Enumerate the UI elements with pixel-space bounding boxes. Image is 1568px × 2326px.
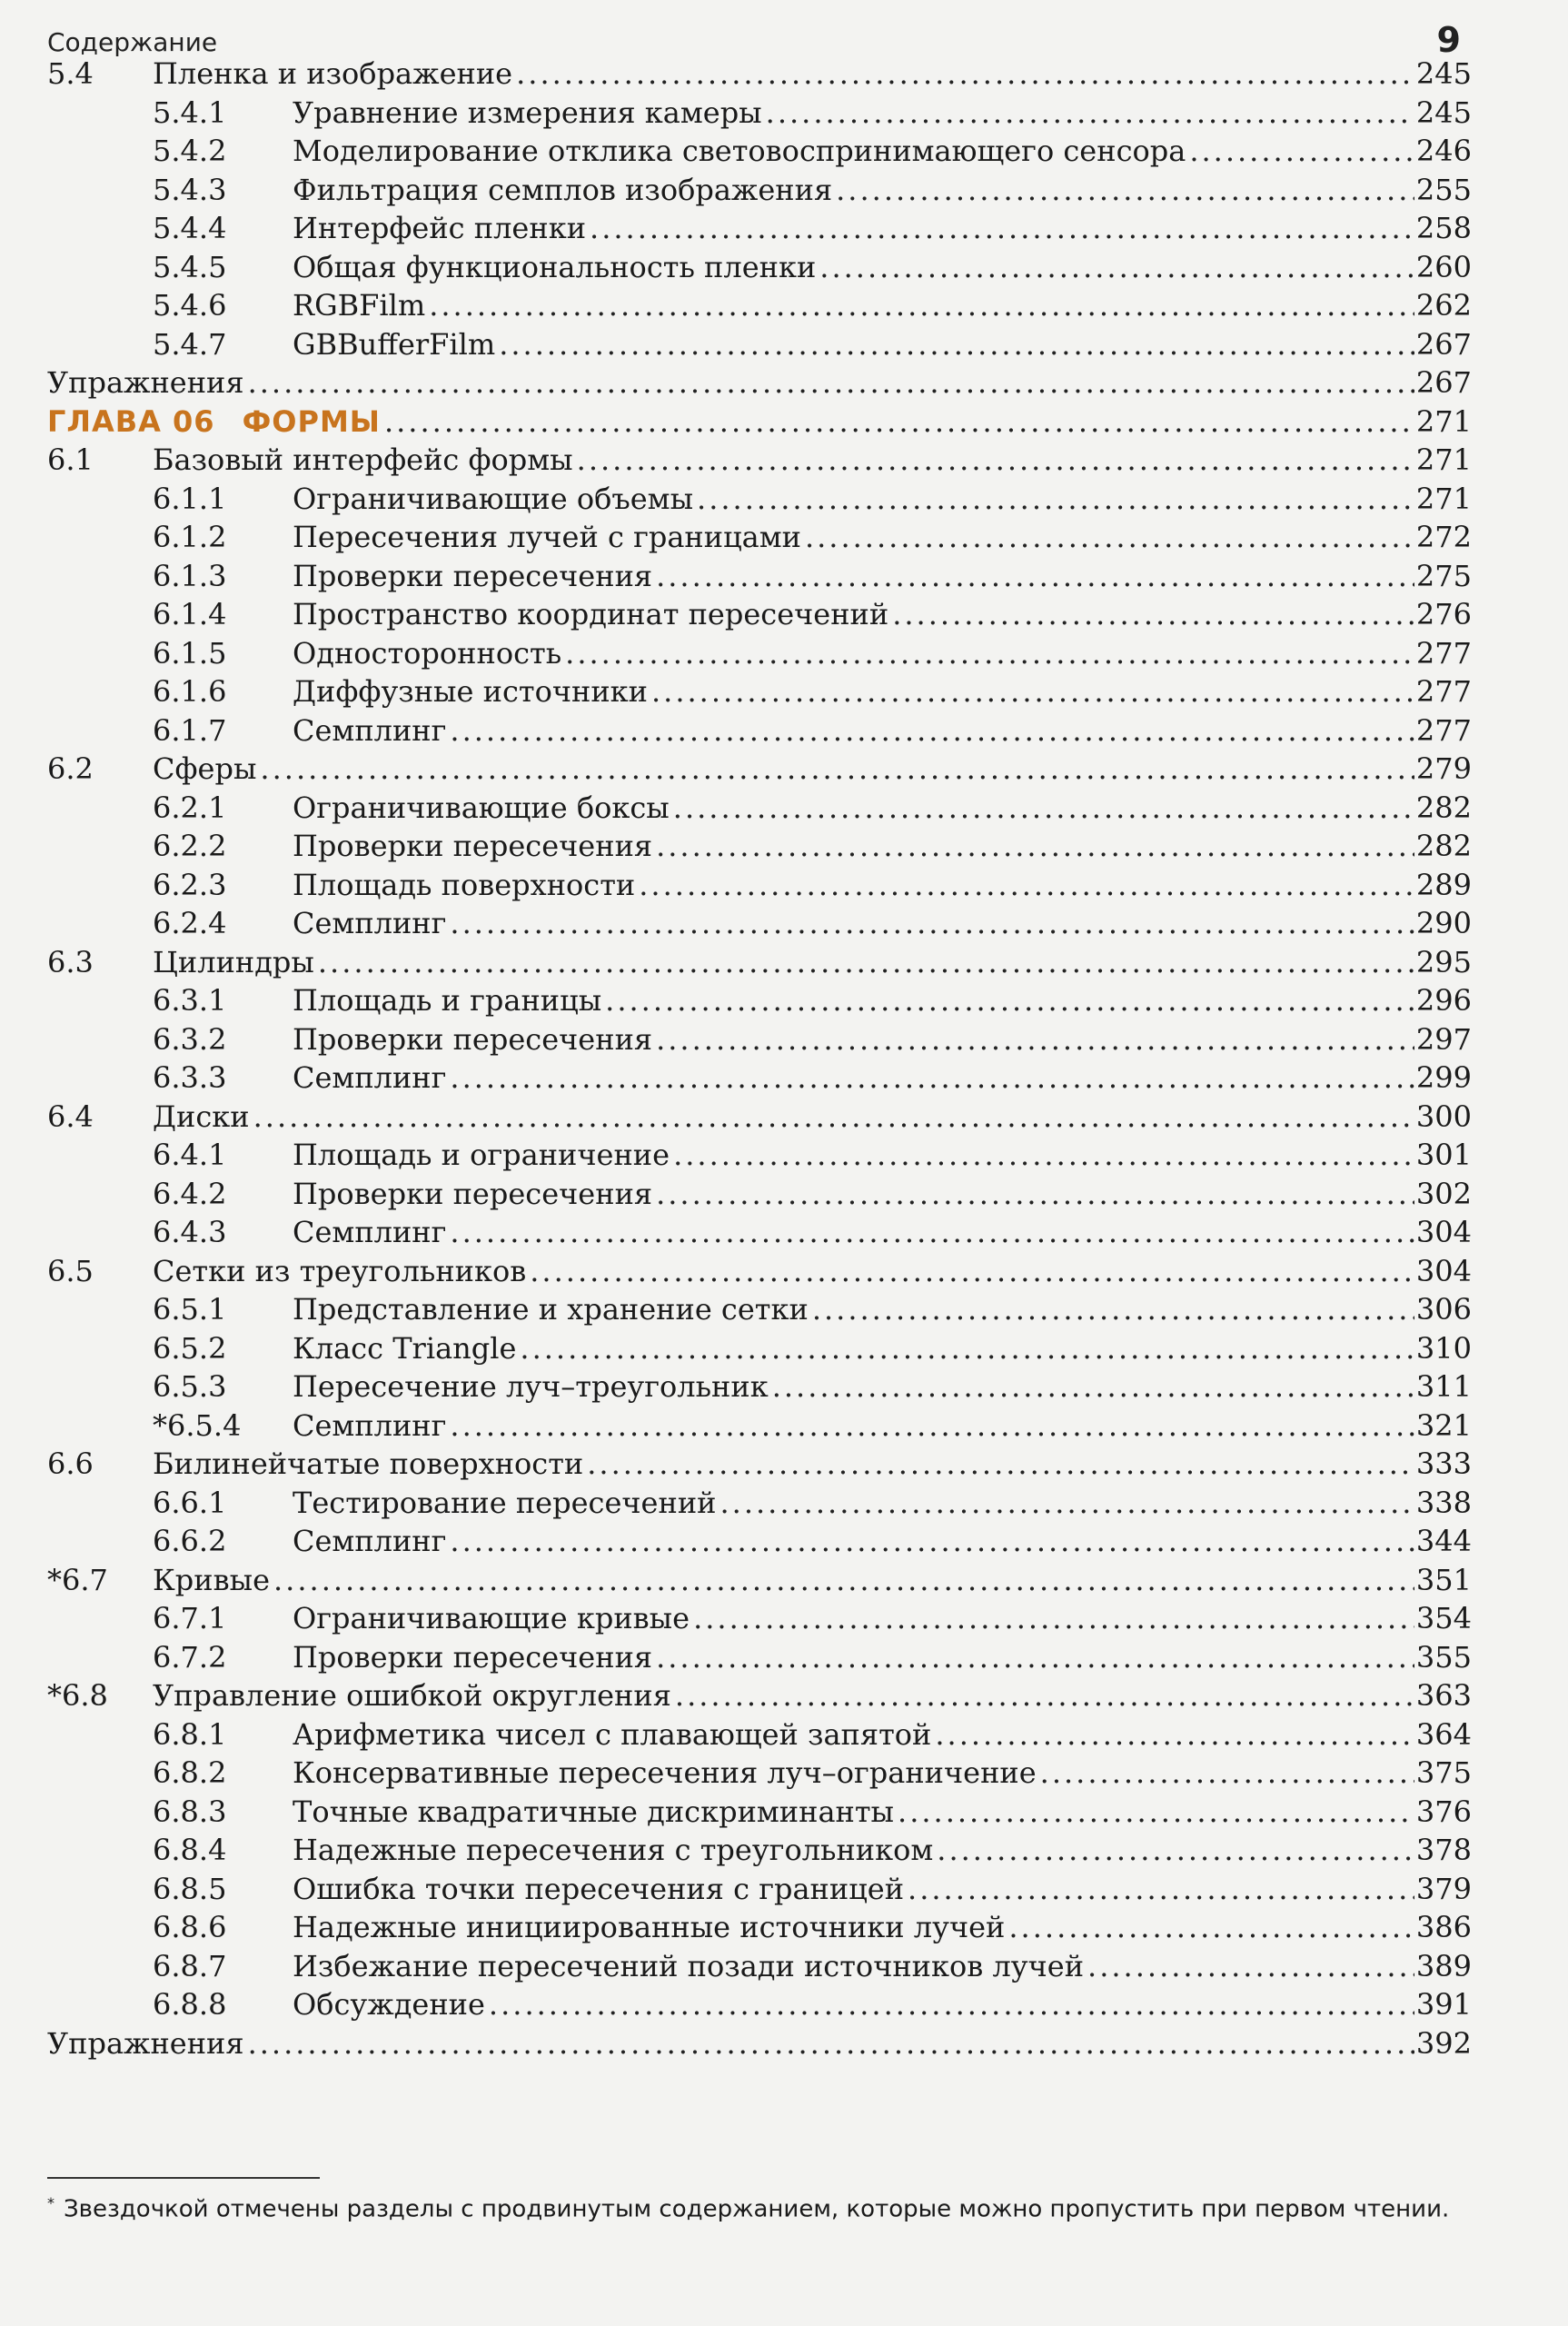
toc-leader-dots <box>656 1638 1414 1676</box>
toc-page-number: 379 <box>1415 1871 1472 1906</box>
toc-section-title: Ограничивающие кривые <box>293 1601 690 1635</box>
toc-leader-dots <box>450 1213 1414 1251</box>
toc-page-number: 279 <box>1415 751 1472 786</box>
toc-section-title: Обсуждение <box>293 1987 485 2022</box>
toc-row[interactable] <box>0 1985 1568 2023</box>
toc-leader-dots <box>908 1870 1414 1908</box>
toc-leader-dots <box>520 1329 1414 1367</box>
toc-row[interactable] <box>0 595 1568 633</box>
toc-page-number: 321 <box>1415 1407 1472 1443</box>
toc-section-number: 6.1.3 <box>153 558 227 593</box>
toc-section-title: Билинейчатые поверхности <box>153 1446 584 1481</box>
toc-section-number: 5.4.6 <box>153 288 227 323</box>
toc-chapter-number: ГЛАВА 06 <box>47 403 215 439</box>
toc-section-title: Интерфейс пленки <box>293 211 587 245</box>
toc-section-number: 6.8.4 <box>153 1833 227 1867</box>
toc-leader-dots <box>772 1367 1414 1406</box>
toc-leader-dots <box>1189 132 1414 170</box>
toc-row[interactable] <box>0 1638 1568 1676</box>
toc-row[interactable] <box>0 981 1568 1019</box>
page-number: 9 <box>1436 20 1461 60</box>
toc-section-number: 6.2.4 <box>153 906 227 940</box>
toc-section-number: 6.8.3 <box>153 1794 227 1829</box>
toc-leader-dots <box>697 480 1414 518</box>
toc-section-title: Проверки пересечения <box>293 1021 653 1057</box>
toc-page-number: 295 <box>1415 944 1472 979</box>
toc-page-number: 389 <box>1415 1948 1472 1983</box>
toc-section-title: Упражнения <box>47 365 244 400</box>
toc-leader-dots <box>499 325 1414 363</box>
toc-page-number: 344 <box>1415 1524 1472 1558</box>
toc-page-number: 289 <box>1415 867 1472 902</box>
toc-section-number: 5.4.7 <box>153 326 227 362</box>
toc-leader-dots <box>248 2024 1414 2063</box>
toc-page-number: 375 <box>1415 1755 1472 1790</box>
toc-leader-dots <box>656 827 1414 865</box>
toc-row[interactable] <box>0 1445 1568 1483</box>
toc-row[interactable] <box>0 789 1568 827</box>
toc-row[interactable] <box>0 55 1568 93</box>
toc-section-number: 6.8.8 <box>153 1987 227 2022</box>
toc-section-title: Площадь и ограничение <box>293 1138 670 1172</box>
toc-row[interactable] <box>0 480 1568 518</box>
toc-leader-dots <box>1040 1754 1414 1792</box>
toc-row[interactable] <box>0 1715 1568 1754</box>
toc-section-title: Класс Triangle <box>293 1330 517 1366</box>
toc-row[interactable] <box>0 1329 1568 1367</box>
toc-leader-dots <box>719 1484 1414 1522</box>
toc-section-title: Ошибка точки пересечения с границей <box>293 1871 905 1906</box>
toc-leader-dots <box>836 171 1414 209</box>
toc-leader-dots <box>892 595 1414 633</box>
toc-section-number: 6.5.1 <box>153 1292 227 1327</box>
toc-leader-dots <box>450 1407 1414 1445</box>
toc-chapter-label <box>47 403 384 441</box>
toc-section-number: 6.3.3 <box>153 1060 227 1095</box>
toc-section-number: 6.8.2 <box>153 1755 227 1790</box>
toc-row[interactable] <box>0 1484 1568 1522</box>
toc-section-number: 6.8.5 <box>153 1871 227 1906</box>
toc-page-number: 301 <box>1415 1138 1472 1172</box>
toc-row[interactable] <box>0 248 1568 286</box>
toc-leader-dots <box>530 1252 1414 1290</box>
toc-section-number: 6.1.1 <box>153 481 227 516</box>
toc-section-title: Упражнения <box>47 2025 244 2061</box>
toc-section-title: RGBFilm <box>293 288 426 323</box>
toc-section-title: Односторонность <box>293 635 562 671</box>
toc-section-title: Пленка и изображение <box>153 56 513 91</box>
toc-page-number: 376 <box>1415 1794 1472 1829</box>
toc-section-number: *6.7 <box>47 1562 108 1597</box>
toc-leader-dots <box>935 1715 1414 1754</box>
toc-row[interactable] <box>0 209 1568 247</box>
toc-page-number: 304 <box>1415 1253 1472 1288</box>
toc-page-number: 260 <box>1415 249 1472 284</box>
toc-section-title: Семплинг <box>293 712 447 748</box>
toc-section-number: 5.4.5 <box>153 249 227 284</box>
toc-section-number: 6.5.2 <box>153 1330 227 1366</box>
toc-row[interactable] <box>0 1754 1568 1792</box>
toc-section-title: Семплинг <box>293 1060 447 1095</box>
toc-page-number: 277 <box>1415 674 1472 709</box>
toc-section-title: Пространство координат пересечений <box>293 597 889 631</box>
toc-page-number: 267 <box>1415 326 1472 362</box>
toc-section-title: Семплинг <box>293 1215 447 1249</box>
toc-leader-dots <box>429 286 1414 324</box>
running-header-title: Содержание <box>47 27 218 57</box>
toc-page-number: 311 <box>1415 1369 1472 1404</box>
toc-row[interactable] <box>0 1676 1568 1715</box>
toc-section-number: 6.1.6 <box>153 674 227 709</box>
footnote <box>47 2186 1474 2227</box>
toc-leader-dots <box>812 1290 1414 1328</box>
toc-leader-dots <box>656 557 1414 595</box>
toc-page-number: 378 <box>1415 1833 1472 1867</box>
toc-section-title: Управление ошибкой округления <box>153 1678 671 1713</box>
footnote-divider <box>47 2177 320 2179</box>
toc-leader-dots <box>605 981 1414 1019</box>
toc-row[interactable] <box>0 1831 1568 1869</box>
toc-page-number: 333 <box>1415 1446 1472 1481</box>
toc-page-number: 272 <box>1415 520 1472 554</box>
toc-section-number: 5.4.4 <box>153 211 227 245</box>
toc-section-number: 6.5 <box>47 1253 94 1288</box>
toc-section-title: Уравнение измерения камеры <box>293 94 762 130</box>
toc-leader-dots <box>673 789 1414 827</box>
toc-leader-dots <box>656 1175 1414 1213</box>
toc-section-number: 6.7.1 <box>153 1601 227 1635</box>
toc-row[interactable] <box>0 750 1568 788</box>
toc-row[interactable] <box>0 1407 1568 1445</box>
toc-row[interactable] <box>0 94 1568 132</box>
toc-leader-dots <box>651 672 1414 711</box>
toc-leader-dots <box>673 1136 1414 1174</box>
toc-row[interactable] <box>0 518 1568 556</box>
toc-page-number: 354 <box>1415 1601 1472 1635</box>
toc-leader-dots <box>805 518 1414 556</box>
toc-row[interactable] <box>0 171 1568 209</box>
footnote-text: Звездочкой отмечены разделы с продвинутым содержанием, которые можно пропустить при первом чтении. <box>64 2195 1450 2223</box>
toc-section-title: Надежные пересечения с треугольником <box>293 1833 934 1867</box>
toc-section-number: 6.8.6 <box>153 1910 227 1944</box>
toc-page-number: 282 <box>1415 790 1472 825</box>
toc-page-number: 262 <box>1415 288 1472 323</box>
toc-page-number: 363 <box>1415 1678 1472 1713</box>
toc-leader-dots <box>253 1098 1414 1136</box>
toc-leader-dots <box>489 1985 1414 2023</box>
toc-row[interactable] <box>0 1908 1568 1946</box>
toc-page-number: 351 <box>1415 1562 1472 1597</box>
toc-section-number: 6.6.1 <box>153 1485 227 1520</box>
toc-page-number: 258 <box>1415 211 1472 245</box>
toc-page-number: 276 <box>1415 597 1472 631</box>
toc-section-title: Диски <box>153 1098 250 1134</box>
toc-leader-dots <box>693 1599 1414 1637</box>
toc-leader-dots <box>577 441 1414 479</box>
toc-row[interactable] <box>0 286 1568 324</box>
toc-row[interactable] <box>0 1561 1568 1599</box>
toc-leader-dots <box>639 866 1414 904</box>
toc-section-number: 6.6 <box>47 1446 94 1481</box>
footnote-mark: * <box>47 2194 55 2212</box>
toc-section-title: Избежание пересечений позади источников лучей <box>293 1948 1085 1983</box>
toc-row[interactable] <box>0 634 1568 672</box>
toc-leader-dots <box>937 1831 1414 1869</box>
toc-leader-dots <box>1087 1947 1414 1985</box>
toc-section-title: Проверки пересечения <box>293 829 653 863</box>
toc-row[interactable] <box>0 1793 1568 1831</box>
toc-section-title: Базовый интерфейс формы <box>153 442 573 477</box>
toc-section-number: *6.8 <box>47 1678 108 1713</box>
toc-section-title: Площадь и границы <box>293 983 602 1018</box>
toc-row[interactable] <box>0 557 1568 595</box>
toc-section-number: 6.1 <box>47 442 94 477</box>
toc-section-title: Сферы <box>153 751 257 786</box>
toc-row[interactable] <box>0 132 1568 170</box>
toc-row[interactable] <box>0 1870 1568 1908</box>
toc-leader-dots <box>248 363 1414 402</box>
toc-leader-dots <box>819 248 1414 286</box>
toc-page-number: 255 <box>1415 172 1472 207</box>
toc-page-number: 267 <box>1415 365 1472 400</box>
toc-section-title: Проверки пересечения <box>293 558 653 593</box>
toc-leader-dots <box>656 1020 1414 1059</box>
toc-section-number: 5.4.3 <box>153 172 227 207</box>
toc-leader-dots <box>450 904 1414 942</box>
toc-section-title: Пересечение луч–треугольник <box>293 1369 769 1404</box>
toc-leader-dots <box>450 1059 1414 1097</box>
toc-leader-dots <box>766 94 1414 132</box>
toc-leader-dots <box>675 1676 1414 1715</box>
toc-page-number: 338 <box>1415 1485 1472 1520</box>
toc-section-number: 6.2.3 <box>153 867 227 902</box>
toc-page-number: 304 <box>1415 1215 1472 1249</box>
toc-section-title: Надежные инициированные источники лучей <box>293 1910 1006 1944</box>
toc-page-number: 306 <box>1415 1292 1472 1327</box>
toc-row[interactable] <box>0 1098 1568 1136</box>
toc-section-number: 6.6.2 <box>153 1524 227 1558</box>
toc-page-number: 300 <box>1415 1098 1472 1134</box>
toc-section-title: Точные квадратичные дискриминанты <box>293 1794 895 1829</box>
toc-row[interactable] <box>0 1213 1568 1251</box>
toc-section-number: 6.1.4 <box>153 597 227 631</box>
toc-row[interactable] <box>0 827 1568 865</box>
toc-section-title: Пересечения лучей с границами <box>293 520 801 554</box>
toc-section-number: 6.2.2 <box>153 829 227 863</box>
toc-page-number: 355 <box>1415 1639 1472 1675</box>
toc-leader-dots <box>318 943 1414 981</box>
toc-page-number: 386 <box>1415 1910 1472 1944</box>
toc-section-title: Тестирование пересечений <box>293 1485 717 1520</box>
toc-row[interactable] <box>0 943 1568 981</box>
toc-page-number: 299 <box>1415 1060 1472 1095</box>
toc-section-title: Семплинг <box>293 906 447 940</box>
toc-row[interactable] <box>0 1367 1568 1406</box>
toc-section-title: GBBufferFilm <box>293 326 496 362</box>
toc-section-number: 6.4.1 <box>153 1138 227 1172</box>
toc-page-number: 296 <box>1415 983 1472 1018</box>
toc-section-number: 6.4.2 <box>153 1176 227 1211</box>
toc-leader-dots <box>273 1561 1414 1599</box>
toc-page-number: 391 <box>1415 1987 1472 2022</box>
toc-page-number: 282 <box>1415 829 1472 863</box>
toc-page-number: 271 <box>1415 481 1472 516</box>
toc-row[interactable] <box>0 1020 1568 1059</box>
toc-section-number: 6.3.2 <box>153 1021 227 1057</box>
toc-row[interactable] <box>0 1252 1568 1290</box>
toc-leader-dots <box>590 209 1414 247</box>
toc-row[interactable] <box>0 1175 1568 1213</box>
toc-section-title: Кривые <box>153 1562 270 1597</box>
toc-row[interactable] <box>0 1059 1568 1097</box>
toc-section-number: 6.1.7 <box>153 712 227 748</box>
toc-leader-dots <box>1008 1908 1414 1946</box>
toc-section-number: 6.8.7 <box>153 1948 227 1983</box>
toc-section-number: 5.4 <box>47 56 94 91</box>
toc-page-number: 277 <box>1415 635 1472 671</box>
toc-section-number: 6.1.2 <box>153 520 227 554</box>
toc-section-number: 5.4.1 <box>153 94 227 130</box>
toc-page-number: 290 <box>1415 906 1472 940</box>
toc-section-title: Консервативные пересечения луч–ограничение <box>293 1755 1037 1790</box>
toc-section-title: Проверки пересечения <box>293 1639 653 1675</box>
toc-section-title: Семплинг <box>293 1407 447 1443</box>
toc-leader-dots <box>898 1793 1414 1831</box>
toc-section-number: 6.5.3 <box>153 1369 227 1404</box>
toc-section-number: 6.1.5 <box>153 635 227 671</box>
toc-row[interactable] <box>0 1522 1568 1560</box>
toc-leader-dots <box>565 634 1414 672</box>
toc-row[interactable] <box>0 1290 1568 1328</box>
toc-section-number: 6.2 <box>47 751 94 786</box>
toc-row[interactable] <box>0 672 1568 711</box>
toc-row[interactable] <box>0 904 1568 942</box>
toc-page-number: 245 <box>1415 56 1472 91</box>
toc-section-title: Сетки из треугольников <box>153 1253 527 1288</box>
toc-section-title: Представление и хранение сетки <box>293 1292 809 1327</box>
toc-section-title: Общая функциональность пленки <box>293 249 817 284</box>
toc-section-number: 5.4.2 <box>153 134 227 168</box>
toc-row[interactable] <box>0 1599 1568 1637</box>
toc-page-number: 364 <box>1415 1716 1472 1752</box>
toc-page-number: 271 <box>1415 403 1472 439</box>
toc-row[interactable] <box>0 441 1568 479</box>
toc-section-number: 6.4.3 <box>153 1215 227 1249</box>
toc-section-title: Цилиндры <box>153 944 314 979</box>
toc-section-title: Фильтрация семплов изображения <box>293 172 833 207</box>
toc-page-number: 275 <box>1415 558 1472 593</box>
toc-chapter-title: ФОРМЫ <box>242 403 381 439</box>
toc-page-number: 245 <box>1415 94 1472 130</box>
toc-page-number: 392 <box>1415 2025 1472 2061</box>
toc-section-number: 6.7.2 <box>153 1639 227 1675</box>
toc-section-title: Арифметика чисел с плавающей запятой <box>293 1716 932 1752</box>
toc-section-number: 6.8.1 <box>153 1716 227 1752</box>
toc-section-number: *6.5.4 <box>153 1407 242 1443</box>
toc-section-title: Площадь поверхности <box>293 867 636 902</box>
toc-section-title: Диффузные источники <box>293 674 648 709</box>
toc-row[interactable] <box>0 1136 1568 1174</box>
toc-section-number: 6.4 <box>47 1098 94 1134</box>
toc-row[interactable] <box>0 2024 1568 2063</box>
toc-page-number: 277 <box>1415 712 1472 748</box>
toc-row[interactable] <box>0 1947 1568 1985</box>
toc-chapter-row[interactable] <box>0 403 1568 441</box>
toc-section-title: Проверки пересечения <box>293 1176 653 1211</box>
toc-page-number: 271 <box>1415 442 1472 477</box>
toc-row[interactable] <box>0 363 1568 402</box>
toc-row[interactable] <box>0 325 1568 363</box>
toc-leader-dots <box>260 750 1414 788</box>
toc-page-number: 297 <box>1415 1021 1472 1057</box>
toc-section-title: Моделирование отклика световоспринимающего сенсора <box>293 134 1186 168</box>
toc-leader-dots <box>384 403 1414 441</box>
toc-section-number: 6.3.1 <box>153 983 227 1018</box>
toc-leader-dots <box>516 55 1414 93</box>
toc-page-number: 302 <box>1415 1176 1472 1211</box>
toc-row[interactable] <box>0 866 1568 904</box>
toc-section-number: 6.3 <box>47 944 94 979</box>
toc-section-title: Ограничивающие боксы <box>293 790 670 825</box>
toc-leader-dots <box>450 711 1414 750</box>
toc-leader-dots <box>587 1445 1414 1483</box>
toc-section-title: Ограничивающие объемы <box>293 481 694 516</box>
toc-page-number: 246 <box>1415 134 1472 168</box>
toc-page-number: 310 <box>1415 1330 1472 1366</box>
toc-section-number: 6.2.1 <box>153 790 227 825</box>
toc-section-title: Семплинг <box>293 1524 447 1558</box>
toc-row[interactable] <box>0 711 1568 750</box>
toc-leader-dots <box>450 1522 1414 1560</box>
